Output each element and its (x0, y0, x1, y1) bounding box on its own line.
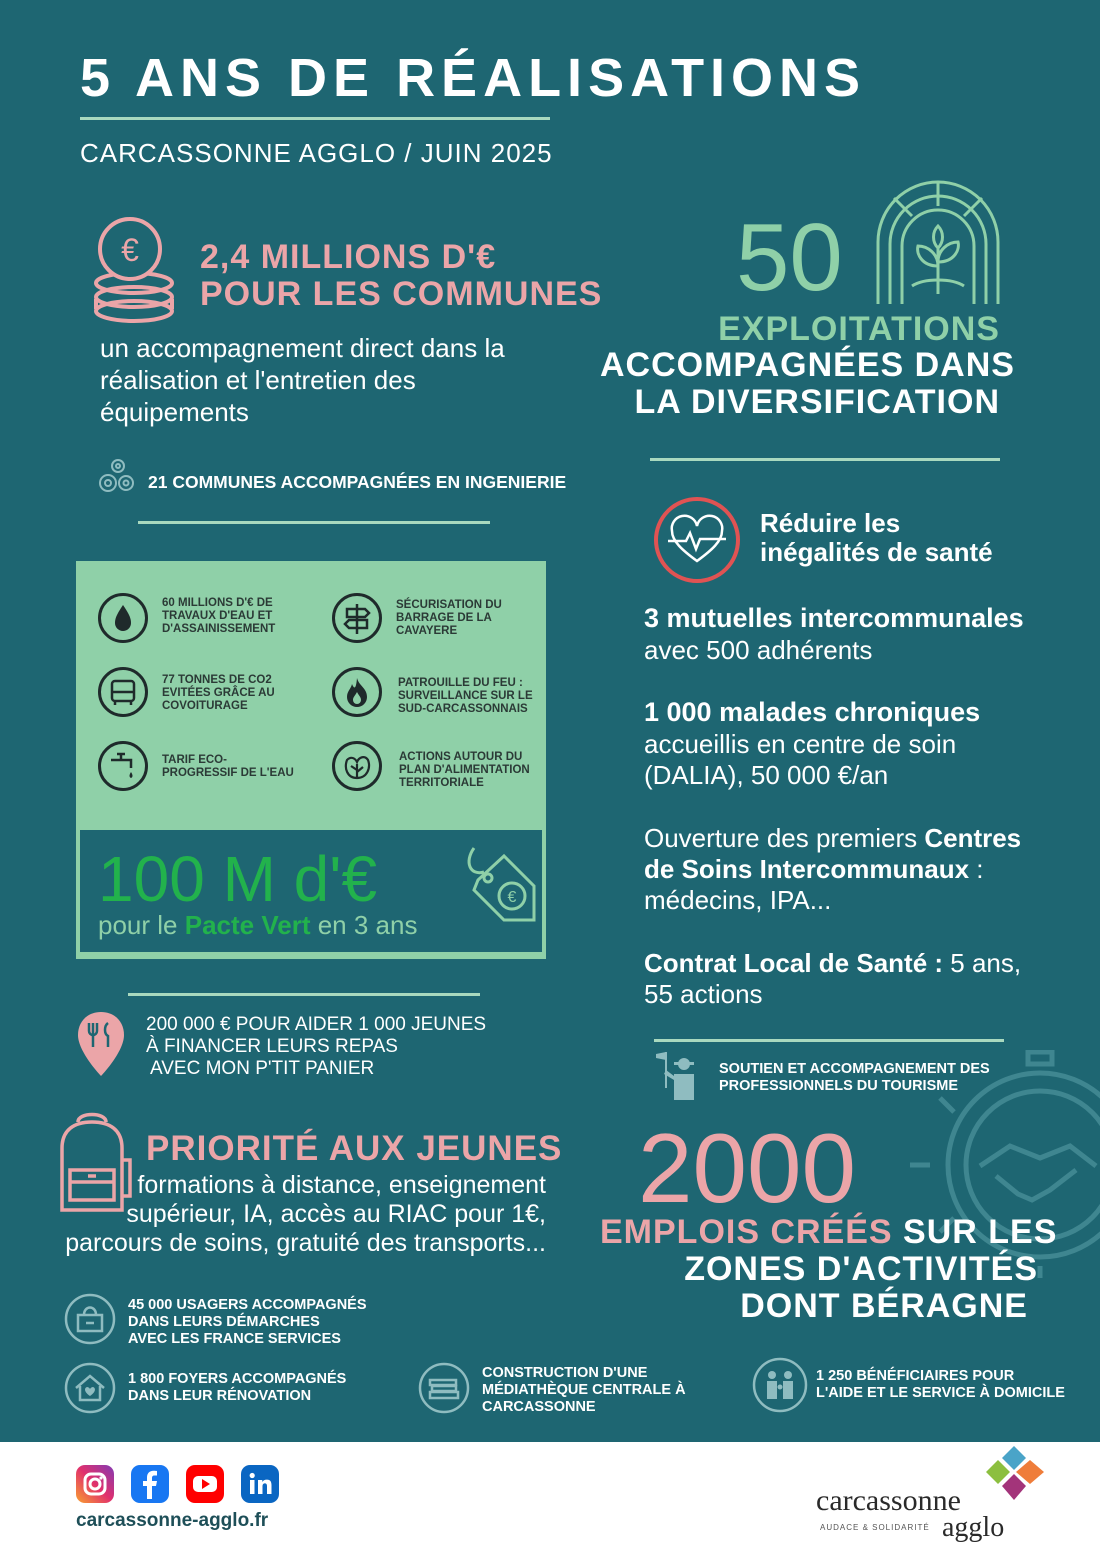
repas-line1: 200 000 € POUR AIDER 1 000 JEUNES (146, 1014, 487, 1035)
flame-icon (332, 667, 382, 717)
bottom-stat-1-line3: AVEC LES FRANCE SERVICES (128, 1331, 341, 1347)
contrat-line2: 55 actions (644, 979, 763, 1009)
faucet-icon (98, 741, 148, 791)
jeunes-title: PRIORITÉ AUX JEUNES (146, 1129, 563, 1168)
ouverture-pre: Ouverture des premiers (644, 823, 925, 853)
pacte-vert-caption (98, 910, 417, 941)
bottom-stat-4-line1: 1 250 BÉNÉFICIAIRES POUR (816, 1368, 1015, 1384)
bottom-stat-3-line3: CARCASSONNE (482, 1399, 596, 1415)
sante-title-line1: Réduire les (760, 508, 901, 538)
contrat-text: 5 ans, (943, 948, 1022, 978)
emplois-line1-pink: EMPLOIS CRÉÉS (600, 1213, 893, 1251)
bottom-stat-1-line2: DANS LEURS DÉMARCHES (128, 1314, 320, 1330)
france-services-icon (64, 1293, 116, 1345)
tourisme-line1: SOUTIEN ET ACCOMPAGNEMENT DES (719, 1061, 990, 1077)
map-pin-cutlery-icon (76, 1010, 126, 1078)
ouverture-bold1: Centres (924, 823, 1022, 853)
ouverture-line1 (644, 823, 1021, 854)
ouverture-line3: médecins, IPA... (644, 885, 832, 915)
exploitations-line1: EXPLOITATIONS (718, 310, 1000, 348)
emplois-line2: ZONES D'ACTIVITÉS (684, 1250, 1038, 1288)
bottom-stat-3-line2: MÉDIATHÈQUE CENTRALE À (482, 1382, 686, 1398)
logo-diamonds (964, 1444, 1064, 1514)
svg-text:€: € (121, 232, 139, 268)
ouverture-post: : (969, 854, 984, 884)
divider-right-2 (654, 1039, 1004, 1042)
page-title: 5 ANS DE RÉALISATIONS (80, 48, 867, 108)
pacte-caption-bold: Pacte Vert (184, 910, 311, 940)
ingenierie-text: 21 COMMUNES ACCOMPAGNÉES EN INGENIERIE (148, 472, 567, 492)
bottom-stat-2-line1: 1 800 FOYERS ACCOMPAGNÉS (128, 1371, 347, 1387)
pacte-caption-post: en 3 ans (310, 910, 418, 940)
divider-left-2 (128, 993, 480, 996)
pacte-item-2-label: SÉCURISATION DU BARRAGE DE LA CAVAYERE (396, 599, 502, 637)
ouverture-bold2: de Soins Intercommunaux (644, 854, 970, 884)
youtube-icon[interactable] (186, 1465, 224, 1503)
emplois-line1 (600, 1213, 1058, 1252)
carcassonne-agglo-logo (814, 1444, 1064, 1550)
pacte-item-4-label: PATROUILLE DU FEU : SURVEILLANCE SUR LE SUD-CARCASSONNAIS (398, 677, 533, 715)
bottom-stat-1-line1: 45 000 USAGERS ACCOMPAGNÉS (128, 1297, 367, 1313)
communes-body-line1: un accompagnement direct dans la (100, 333, 505, 363)
logo-word-agglo: agglo (942, 1512, 1005, 1543)
gears-icon (94, 455, 138, 499)
jeunes-line2: supérieur, IA, accès au RIAC pour 1€, (126, 1200, 546, 1228)
title-underline (80, 117, 550, 120)
repas-line2: À FINANCER LEURS REPAS (146, 1036, 398, 1057)
pacte-vert-panel (76, 561, 546, 959)
pacte-item-3-label: 77 TONNES DE CO2 EVITÉES GRÂCE AU COVOITURAGE (162, 674, 275, 712)
logo-tagline: AUDACE & SOLIDARITÉ (820, 1523, 930, 1532)
euro-price-tag-icon (460, 840, 540, 936)
facebook-icon[interactable] (131, 1465, 169, 1503)
divider-right-1 (650, 458, 1000, 461)
emplois-line1-white: SUR LES (892, 1213, 1058, 1251)
malades-text: accueillis en centre de soin (644, 729, 957, 759)
mutuelles-text: avec 500 adhérents (644, 635, 873, 665)
lettuce-icon (332, 741, 382, 791)
website-link[interactable]: carcassonne-agglo.fr (76, 1510, 269, 1531)
communes-body-line2: réalisation et l'entretien des (100, 365, 416, 395)
communes-body-line3: équipements (100, 397, 249, 427)
ouverture-line2 (644, 854, 984, 885)
mutuelles-bold: 3 mutuelles intercommunales (644, 603, 1024, 633)
jeunes-line1: formations à distance, enseignement (137, 1171, 546, 1199)
pacte-vert-summary-box (76, 826, 546, 956)
coin-stack-icon (88, 215, 182, 325)
communes-headline-line1: 2,4 MILLIONS D'€ (200, 238, 497, 276)
pacte-item-6-label: ACTIONS AUTOUR DU PLAN D'ALIMENTATION TERRITORIALE (399, 751, 530, 789)
pacte-vert-amount: 100 M d'€ (98, 843, 378, 915)
repas-line3: AVEC MON P'TIT PANIER (150, 1058, 375, 1079)
malades-text2: (DALIA), 50 000 €/an (644, 760, 889, 790)
emplois-line3: DONT BÉRAGNE (740, 1287, 1028, 1325)
instagram-icon[interactable] (76, 1465, 114, 1503)
jeunes-line3: parcours de soins, gratuité des transports... (65, 1229, 546, 1257)
guide-flag-icon (652, 1050, 708, 1102)
bottom-stat-3-line1: CONSTRUCTION D'UNE (482, 1365, 648, 1381)
pacte-item-5-label: TARIF ECO-PROGRESSIF DE L'EAU (162, 754, 294, 779)
exploitations-line3: LA DIVERSIFICATION (634, 383, 1000, 421)
page-subtitle: CARCASSONNE AGGLO / JUIN 2025 (80, 138, 553, 168)
svg-text:€: € (507, 889, 517, 906)
exploitations-number: 50 (736, 204, 843, 311)
communes-headline-line2: POUR LES COMMUNES (200, 275, 603, 313)
house-heart-icon (64, 1362, 116, 1414)
linkedin-icon[interactable] (241, 1465, 279, 1503)
water-drop-icon (98, 593, 148, 643)
pacte-caption-pre: pour le (98, 910, 185, 940)
contrat-line1 (644, 948, 1021, 979)
bottom-stat-4-line2: L'AIDE ET LE SERVICE À DOMICILE (816, 1385, 1065, 1401)
contrat-bold: Contrat Local de Santé : (644, 948, 944, 978)
tourisme-line2: PROFESSIONNELS DU TOURISME (719, 1078, 959, 1094)
logo-word-carcassonne: carcassonne (816, 1484, 961, 1517)
signpost-icon (332, 593, 382, 643)
divider-left-1 (138, 521, 490, 524)
family-icon (752, 1357, 808, 1413)
malades-bold: 1 000 malades chroniques (644, 697, 981, 727)
bottom-stat-2-line2: DANS LEUR RÉNOVATION (128, 1388, 312, 1404)
sante-title-line2: inégalités de santé (760, 537, 993, 567)
arch-plant-icon (872, 176, 1004, 308)
pacte-item-1-label: 60 MILLIONS D'€ DE TRAVAUX D'EAU ET D'ASSAINISSEMENT (162, 597, 276, 635)
books-icon (418, 1362, 470, 1414)
exploitations-line2: ACCOMPAGNÉES DANS (600, 346, 1015, 384)
heart-pulse-icon (652, 495, 742, 585)
bus-icon (98, 667, 148, 717)
emplois-number: 2000 (638, 1113, 857, 1223)
